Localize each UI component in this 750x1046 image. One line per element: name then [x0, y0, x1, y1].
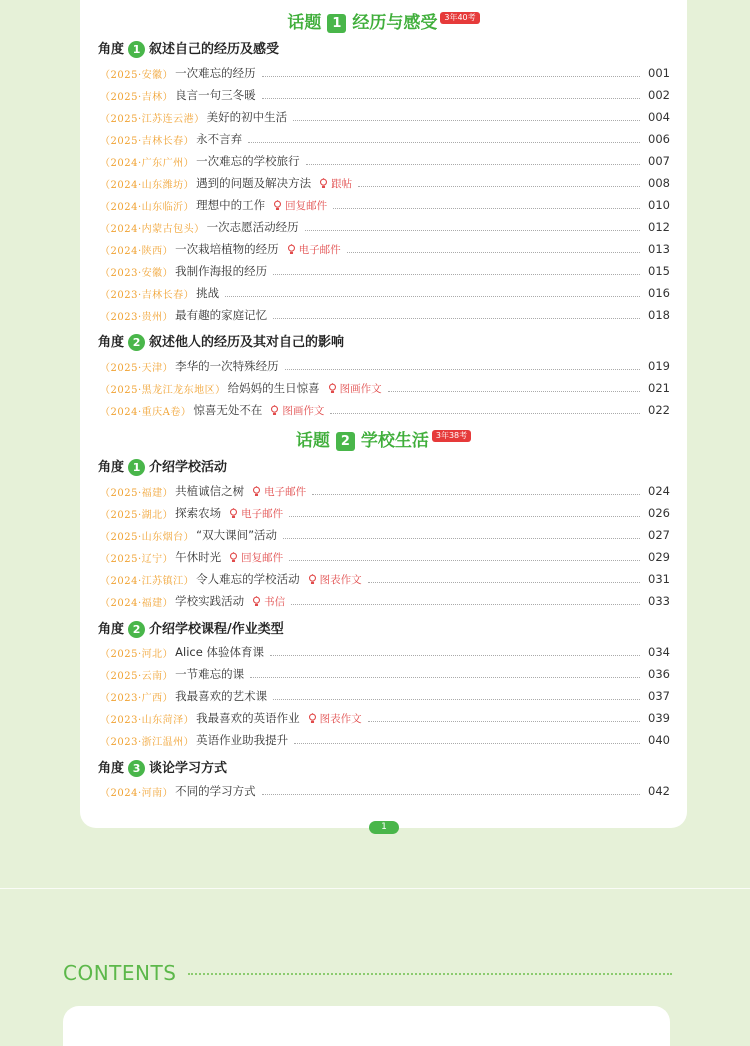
leader-dots	[262, 76, 640, 77]
entry-title: 英语作业助我提升	[196, 733, 289, 747]
entry-source: （2025·天津）	[100, 362, 174, 374]
entry-page: 024	[648, 484, 670, 498]
lightbulb-icon	[319, 178, 328, 189]
angle-number: 2	[128, 334, 145, 351]
entry-title: 我最喜欢的艺术课	[175, 689, 268, 703]
entry-source: （2024·山东临沂）	[100, 201, 195, 213]
entry-page: 036	[648, 667, 670, 681]
contents-leader-dots	[188, 973, 672, 975]
topic-heading	[80, 430, 687, 452]
leader-dots	[291, 604, 640, 605]
topic-heading	[80, 12, 687, 34]
lightbulb-icon	[270, 405, 279, 416]
entry-page: 008	[648, 176, 670, 190]
toc-entry[interactable]	[100, 240, 670, 258]
lightbulb-icon	[229, 508, 238, 519]
entry-title: 共植诚信之树	[175, 484, 245, 498]
angle-heading	[98, 41, 279, 59]
entry-title: 不同的学习方式	[175, 784, 256, 798]
toc-entry[interactable]	[100, 482, 670, 500]
entry-source: （2024·山东潍坊）	[100, 179, 195, 191]
entry-source: （2025·福建）	[100, 487, 174, 499]
toc-entry[interactable]	[100, 357, 670, 375]
entry-page: 022	[648, 403, 670, 417]
angle-title: 叙述自己的经历及感受	[149, 42, 280, 57]
entry-source: （2024·江苏镇江）	[100, 575, 195, 587]
toc-entry[interactable]	[100, 284, 670, 302]
angle-heading	[98, 621, 284, 639]
format-tag	[252, 594, 285, 609]
lightbulb-icon	[229, 552, 238, 563]
exam-count-badge: 3年38考	[432, 430, 471, 442]
leader-dots	[368, 582, 640, 583]
angle-title: 介绍学校课程/作业类型	[149, 622, 284, 637]
toc-entry[interactable]	[100, 152, 670, 170]
angle-prefix: 角度	[98, 335, 125, 350]
leader-dots	[294, 743, 640, 744]
format-tag-label: 书信	[264, 595, 286, 608]
entry-source: （2024·广东广州）	[100, 157, 195, 169]
toc-entry[interactable]	[100, 174, 670, 192]
toc-entry[interactable]	[100, 218, 670, 236]
leader-dots	[270, 655, 640, 656]
toc-entry[interactable]	[100, 709, 670, 727]
entry-source: （2024·河南）	[100, 787, 174, 799]
entry-title: 令人难忘的学校活动	[196, 572, 300, 586]
toc-entry[interactable]	[100, 504, 670, 522]
entry-title: “双大课间”活动	[196, 528, 278, 542]
toc-entry[interactable]	[100, 64, 670, 82]
toc-entry[interactable]	[100, 731, 670, 749]
format-tag-label: 图画作文	[282, 404, 325, 417]
format-tag-label: 图表作文	[319, 573, 362, 586]
entry-source: （2023·贵州）	[100, 311, 174, 323]
entry-page: 002	[648, 88, 670, 102]
entry-page: 019	[648, 359, 670, 373]
entry-page: 039	[648, 711, 670, 725]
leader-dots	[289, 516, 640, 517]
format-tag	[229, 506, 283, 521]
toc-entry[interactable]	[100, 379, 670, 397]
toc-entry[interactable]	[100, 196, 670, 214]
toc-entry[interactable]	[100, 86, 670, 104]
leader-dots	[283, 538, 640, 539]
toc-entry[interactable]	[100, 401, 670, 419]
leader-dots	[273, 318, 640, 319]
angle-title: 叙述他人的经历及其对自己的影响	[149, 335, 345, 350]
entry-source: （2025·安徽）	[100, 69, 174, 81]
lightbulb-icon	[252, 486, 261, 497]
toc-entry[interactable]	[100, 130, 670, 148]
leader-dots	[262, 98, 640, 99]
format-tag-label: 电子邮件	[241, 507, 284, 520]
entry-page: 012	[648, 220, 670, 234]
angle-number: 3	[128, 760, 145, 777]
angle-title: 介绍学校活动	[149, 460, 228, 475]
entry-source: （2025·辽宁）	[100, 553, 174, 565]
format-tag	[308, 572, 362, 587]
entry-page: 037	[648, 689, 670, 703]
entry-title: 美好的初中生活	[206, 110, 288, 124]
entry-page: 027	[648, 528, 670, 542]
toc-entry[interactable]	[100, 643, 670, 661]
entry-source: （2025·云南）	[100, 670, 174, 682]
angle-prefix: 角度	[98, 622, 125, 637]
entry-title: 李华的一次特殊经历	[175, 359, 279, 373]
leader-dots	[358, 186, 640, 187]
format-tag	[252, 484, 306, 499]
entry-page: 016	[648, 286, 670, 300]
leader-dots	[306, 164, 640, 165]
angle-heading	[98, 760, 227, 778]
angle-number: 1	[128, 41, 145, 58]
toc-entry[interactable]	[100, 548, 670, 566]
entry-title: 永不言弃	[196, 132, 243, 146]
contents-heading: CONTENTS	[63, 961, 177, 985]
entry-title: 一次难忘的经历	[175, 66, 256, 80]
angle-heading	[98, 334, 344, 352]
entry-title: 探索农场	[175, 506, 222, 520]
topic-prefix: 话题	[287, 13, 322, 33]
angle-prefix: 角度	[98, 761, 125, 776]
format-tag-label: 回复邮件	[285, 199, 328, 212]
entry-title: 我最喜欢的英语作业	[196, 711, 300, 725]
leader-dots	[248, 142, 640, 143]
entry-source: （2023·浙江温州）	[100, 736, 195, 748]
toc-entry[interactable]	[100, 665, 670, 683]
format-tag	[287, 242, 341, 257]
angle-prefix: 角度	[98, 460, 125, 475]
leader-dots	[273, 274, 640, 275]
entry-source: （2024·福建）	[100, 597, 174, 609]
entry-title: 遇到的问题及解决方法	[196, 176, 312, 190]
toc-entry[interactable]	[100, 687, 670, 705]
toc-entry[interactable]	[100, 108, 670, 126]
entry-source: （2025·河北）	[100, 648, 174, 660]
toc-entry[interactable]	[100, 306, 670, 324]
leader-dots	[368, 721, 640, 722]
angle-number: 1	[128, 459, 145, 476]
entry-title: 挑战	[196, 286, 220, 300]
angle-prefix: 角度	[98, 42, 125, 57]
angle-heading	[98, 459, 227, 477]
leader-dots	[347, 252, 640, 253]
entry-page: 018	[648, 308, 670, 322]
entry-source: （2023·山东菏泽）	[100, 714, 195, 726]
entry-source: （2024·陕西）	[100, 245, 174, 257]
toc-entry[interactable]	[100, 570, 670, 588]
lightbulb-icon	[252, 596, 261, 607]
entry-page: 001	[648, 66, 670, 80]
entry-title: 一次志愿活动经历	[206, 220, 299, 234]
format-tag-label: 电子邮件	[298, 243, 341, 256]
leader-dots	[225, 296, 640, 297]
format-tag-label: 跟帖	[331, 177, 353, 190]
leader-dots	[289, 560, 640, 561]
format-tag	[273, 198, 327, 213]
page-number: 1	[369, 821, 399, 834]
leader-dots	[330, 413, 640, 414]
lightbulb-icon	[273, 200, 282, 211]
entry-title: 一节难忘的课	[175, 667, 245, 681]
entry-source: （2025·山东烟台）	[100, 531, 195, 543]
entry-source: （2025·湖北）	[100, 509, 174, 521]
exam-count-badge: 3年40考	[440, 12, 479, 24]
format-tag-label: 回复邮件	[241, 551, 284, 564]
entry-page: 010	[648, 198, 670, 212]
format-tag-label: 图画作文	[339, 382, 382, 395]
entry-source: （2023·吉林长春）	[100, 289, 195, 301]
topic-prefix: 话题	[295, 431, 330, 451]
format-tag	[308, 711, 362, 726]
leader-dots	[305, 230, 640, 231]
entry-page: 034	[648, 645, 670, 659]
entry-title: 我制作海报的经历	[175, 264, 268, 278]
entry-source: （2025·江苏连云港）	[100, 113, 205, 125]
entry-page: 042	[648, 784, 670, 798]
entry-page: 031	[648, 572, 670, 586]
toc-card	[80, 0, 687, 828]
entry-source: （2023·安徽）	[100, 267, 174, 279]
toc-entry[interactable]	[100, 526, 670, 544]
entry-page: 006	[648, 132, 670, 146]
entry-source: （2023·广西）	[100, 692, 174, 704]
toc-entry[interactable]	[100, 592, 670, 610]
entry-page: 007	[648, 154, 670, 168]
leader-dots	[388, 391, 640, 392]
angle-number: 2	[128, 621, 145, 638]
topic-title: 学校生活	[360, 431, 429, 451]
leader-dots	[262, 794, 640, 795]
topic-number: 2	[336, 432, 355, 451]
entry-source: （2024·内蒙古包头）	[100, 223, 205, 235]
entry-source: （2025·黑龙江龙东地区）	[100, 384, 226, 396]
format-tag	[319, 176, 352, 191]
entry-title: 午休时光	[175, 550, 222, 564]
entry-title: Alice 体验体育课	[175, 645, 264, 659]
toc-entry[interactable]	[100, 262, 670, 280]
entry-title: 给妈妈的生日惊喜	[227, 381, 320, 395]
format-tag-label: 电子邮件	[264, 485, 307, 498]
entry-source: （2025·吉林长春）	[100, 135, 195, 147]
leader-dots	[312, 494, 640, 495]
lightbulb-icon	[287, 244, 296, 255]
leader-dots	[273, 699, 640, 700]
entry-page: 015	[648, 264, 670, 278]
entry-page: 040	[648, 733, 670, 747]
leader-dots	[293, 120, 640, 121]
entry-page: 021	[648, 381, 670, 395]
entry-page: 033	[648, 594, 670, 608]
entry-page: 013	[648, 242, 670, 256]
entry-title: 一次难忘的学校旅行	[196, 154, 300, 168]
entry-title: 最有趣的家庭记忆	[175, 308, 268, 322]
entry-page: 004	[648, 110, 670, 124]
format-tag-label: 图表作文	[319, 712, 362, 725]
format-tag	[229, 550, 283, 565]
toc-entry[interactable]	[100, 782, 670, 800]
entry-page: 029	[648, 550, 670, 564]
format-tag	[270, 403, 324, 418]
leader-dots	[285, 369, 640, 370]
entry-title: 理想中的工作	[196, 198, 266, 212]
leader-dots	[333, 208, 640, 209]
lightbulb-icon	[308, 713, 317, 724]
entry-source: （2024·重庆A卷）	[100, 406, 192, 418]
divider	[0, 888, 750, 889]
topic-number: 1	[327, 14, 346, 33]
format-tag	[328, 381, 382, 396]
entry-source: （2025·吉林）	[100, 91, 174, 103]
entry-page: 026	[648, 506, 670, 520]
entry-title: 学校实践活动	[175, 594, 245, 608]
angle-title: 谈论学习方式	[149, 761, 228, 776]
topic-title: 经历与感受	[352, 13, 438, 33]
lightbulb-icon	[308, 574, 317, 585]
next-page-card	[63, 1006, 670, 1046]
entry-title: 惊喜无处不在	[193, 403, 263, 417]
entry-title: 一次栽培植物的经历	[175, 242, 279, 256]
entry-title: 良言一句三冬暖	[175, 88, 256, 102]
lightbulb-icon	[328, 383, 337, 394]
leader-dots	[250, 677, 640, 678]
